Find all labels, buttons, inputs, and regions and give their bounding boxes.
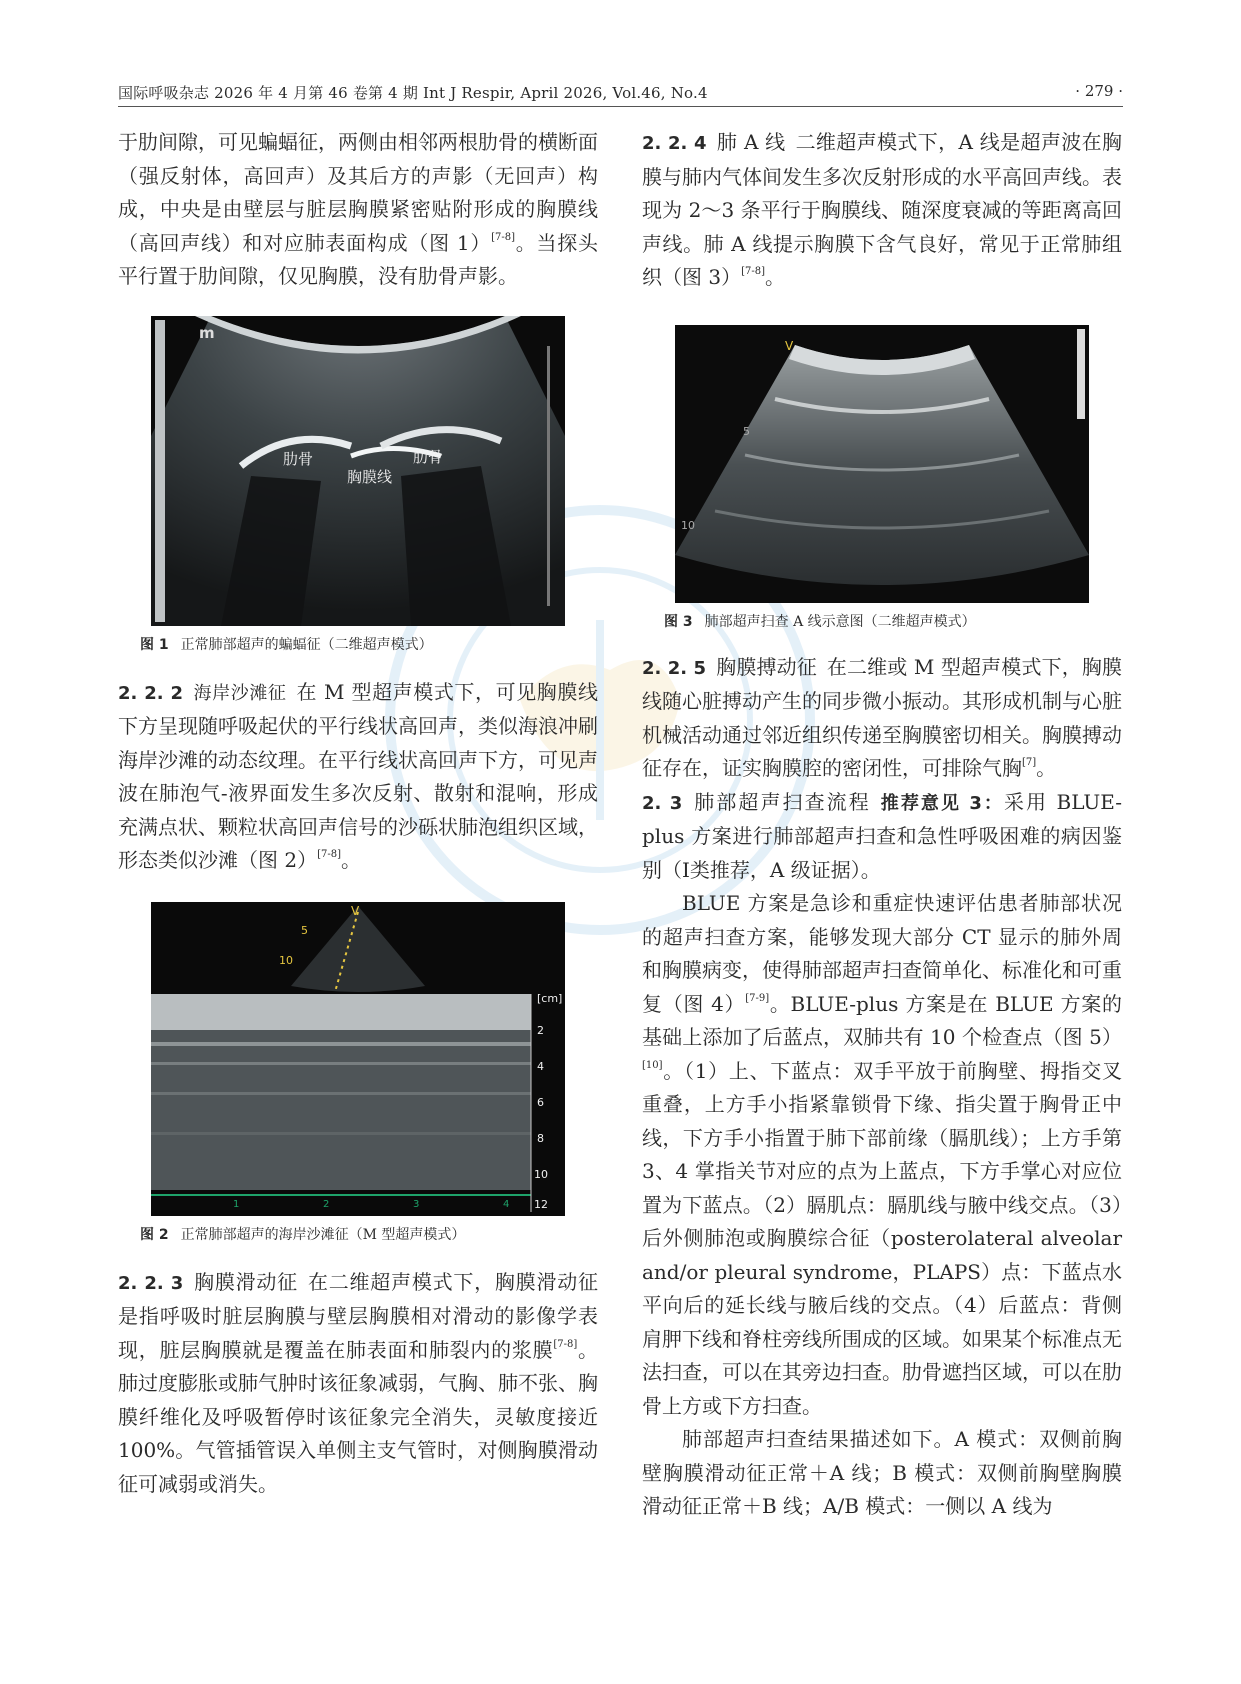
section-title: 肺部超声扫查流程 — [692, 789, 871, 814]
depth-tick: 2 — [537, 1023, 544, 1037]
paragraph-blue-protocol: BLUE 方案是急诊和重症快速评估患者肺部状况的超声扫查方案，能够发现大部分 CT 显示的肺外周和胸膜病变，使得肺部超声扫查简单化、标准化和可重复（图 4）[7-9]。BLUE-plus 方案是在 BLUE 方案的基础上添加了后蓝点，双肺共有 10 个检查点（图 5）[10]。（1）上、下蓝点：双手平放于前胸壁、拇指交叉重叠，上方手小指紧靠锁骨下缘、指尖置于胸骨正中线，下方手小指置于肺下部前缘（膈肌线）；上方手第 3、4 掌指关节对应的点为上蓝点，下方手掌心对应位置为下蓝点。（2）膈肌点：膈肌线与腋中线交点。（3）后外侧肺泡或胸膜综合征（posterolateral alveolar and/or pleural syndrome，PLAPS）点：下蓝点水平向后的延长线与腋后线的交点。（4）后蓝点：背侧肩胛下线和脊柱旁线所围成的区域。如果某个标准点无法扫查，可以在其旁边扫查。肋骨遮挡区域，可以在肋骨上方或下方扫查。 — [642, 891, 1122, 1418]
figure-3-caption: 图 3 肺部超声扫查 A 线示意图（二维超声模式） — [664, 613, 976, 630]
label-pleural-line: 胸膜线 — [347, 467, 393, 486]
figure-2-mmode — [151, 902, 565, 1216]
page-number: · 279 · — [1075, 82, 1123, 100]
right-column — [642, 126, 1122, 1524]
section-title: 海岸沙滩征 — [192, 682, 287, 704]
depth-tick: 12 — [534, 1197, 548, 1211]
top-scale-5: 5 — [301, 923, 308, 937]
top-scale-10: 10 — [279, 953, 293, 967]
citation-ref: [7-8] — [553, 1338, 578, 1350]
depth-tick: 10 — [534, 1167, 548, 1181]
section-number: 2. 2. 2 — [118, 682, 183, 704]
section-number: 2. 2. 3 — [118, 1272, 184, 1294]
time-tick: 2 — [323, 1198, 330, 1210]
recommendation-label: 推荐意见 3： — [880, 792, 1004, 814]
section-title: 胸膜滑动征 — [193, 1269, 298, 1294]
section-number: 2. 3 — [642, 792, 683, 814]
label-rib-left: 肋骨 — [283, 449, 314, 468]
citation-ref: [7-8] — [491, 231, 516, 243]
citation-ref: [7-8] — [317, 849, 341, 860]
depth-tick: 5 — [743, 424, 750, 438]
probe-marker: V — [351, 903, 360, 918]
section-number: 2. 2. 5 — [642, 657, 707, 679]
section-number: 2. 2. 4 — [642, 133, 707, 154]
depth-tick: 10 — [681, 518, 695, 532]
machine-logo: m — [199, 323, 215, 342]
time-tick: 1 — [233, 1198, 240, 1210]
depth-unit: [cm] — [537, 991, 563, 1005]
citation-ref: [10] — [642, 1059, 663, 1071]
figure-1-ultrasound — [151, 316, 565, 626]
figure-2-caption: 图 2 正常肺部超声的海岸沙滩征（M 型超声模式） — [140, 1226, 466, 1243]
depth-tick: 8 — [537, 1131, 544, 1145]
citation-ref: [7-9] — [745, 992, 770, 1004]
paragraph-bat-sign: 于肋间隙，可见蝙蝠征，两侧由相邻两根肋骨的横断面（强反射体，高回声）及其后方的声影（无回声）构成，中央是由壁层与脏层胸膜紧密贴附形成的胸膜线（高回声线）和对应肺表面构成（图 1）[7-8]。当探头平行置于肋间隙，仅见胸膜，没有肋骨声影。 — [118, 130, 599, 288]
figure-3-a-lines — [675, 325, 1089, 603]
time-tick: 4 — [503, 1198, 510, 1210]
time-tick: 3 — [413, 1198, 420, 1210]
figure-1-caption: 图 1 正常肺部超声的蝙蝠征（二维超声模式） — [140, 636, 433, 653]
citation-ref: [7] — [1022, 757, 1037, 768]
label-rib-right: 肋骨 — [413, 447, 444, 466]
citation-ref: [7-8] — [741, 266, 765, 277]
section-title: 胸膜搏动征 — [716, 654, 817, 679]
section-2-2-4: 2. 2. 4 肺 A 线 二维超声模式下，A 线是超声波在胸膜与肺内气体间发生多次反射形成的水平高回声线。表现为 2～3 条平行于胸膜线、随深度衰减的等距离高回声线。肺 A 线提示胸膜下含气良好，常见于正常肺组织（图 3）[7-8]。 — [642, 130, 1122, 289]
running-header — [118, 82, 1123, 107]
section-title: 肺 A 线 — [716, 130, 786, 154]
probe-marker: V — [785, 338, 794, 353]
left-column — [118, 126, 598, 1501]
journal-citation: 国际呼吸杂志 2026 年 4 月第 46 卷第 4 期 Int J Respir, April 2026, Vol.46, No.4 — [118, 84, 708, 102]
section-2-2-5: 2. 2. 5 胸膜搏动征 在二维或 M 型超声模式下，胸膜线随心脏搏动产生的同步微小振动。其形成机制与心脏机械活动通过邻近组织传递至胸膜密切相关。胸膜搏动征存在，证实胸膜腔的密闭性，可排除气胸[7]。 — [642, 654, 1122, 780]
section-2-2-2: 2. 2. 2 海岸沙滩征 在 M 型超声模式下，可见胸膜线下方呈现随呼吸起伏的平行线状高回声，类似海浪冲刷海岸沙滩的动态纹理。在平行线状高回声下方，可见声波在肺泡气-液界面发生多次反射、散射和混响，形成充满点状、颗粒状高回声信号的沙砾状肺泡组织区域，形态类似沙滩（图 2）[7-8]。 — [118, 679, 598, 872]
depth-tick: 6 — [537, 1095, 544, 1109]
section-2-2-3: 2. 2. 3 胸膜滑动征 在二维超声模式下，胸膜滑动征是指呼吸时脏层胸膜与壁层胸膜相对滑动的影像学表现，脏层胸膜就是覆盖在肺表面和肺裂内的浆膜[7-8]。肺过度膨胀或肺气肿时该征象减弱，气胸、肺不张、胸膜纤维化及呼吸暂停时该征象完全消失，灵敏度接近 100%。气管插管误入单侧主支气管时，对侧胸膜滑动征可减弱或消失。 — [118, 1269, 599, 1496]
section-2-3: 2. 3 肺部超声扫查流程 推荐意见 3：采用 BLUE-plus 方案进行肺部超声扫查和急性呼吸困难的病因鉴别（Ⅰ类推荐，A 级证据）。 — [642, 789, 1123, 882]
paragraph-scan-results: 肺部超声扫查结果描述如下。A 模式：双侧前胸壁胸膜滑动征正常＋A 线；B 模式：双侧前胸壁胸膜滑动征正常＋B 线；A/B 模式：一侧以 A 线为 — [642, 1427, 1122, 1518]
depth-tick: 4 — [537, 1059, 544, 1073]
